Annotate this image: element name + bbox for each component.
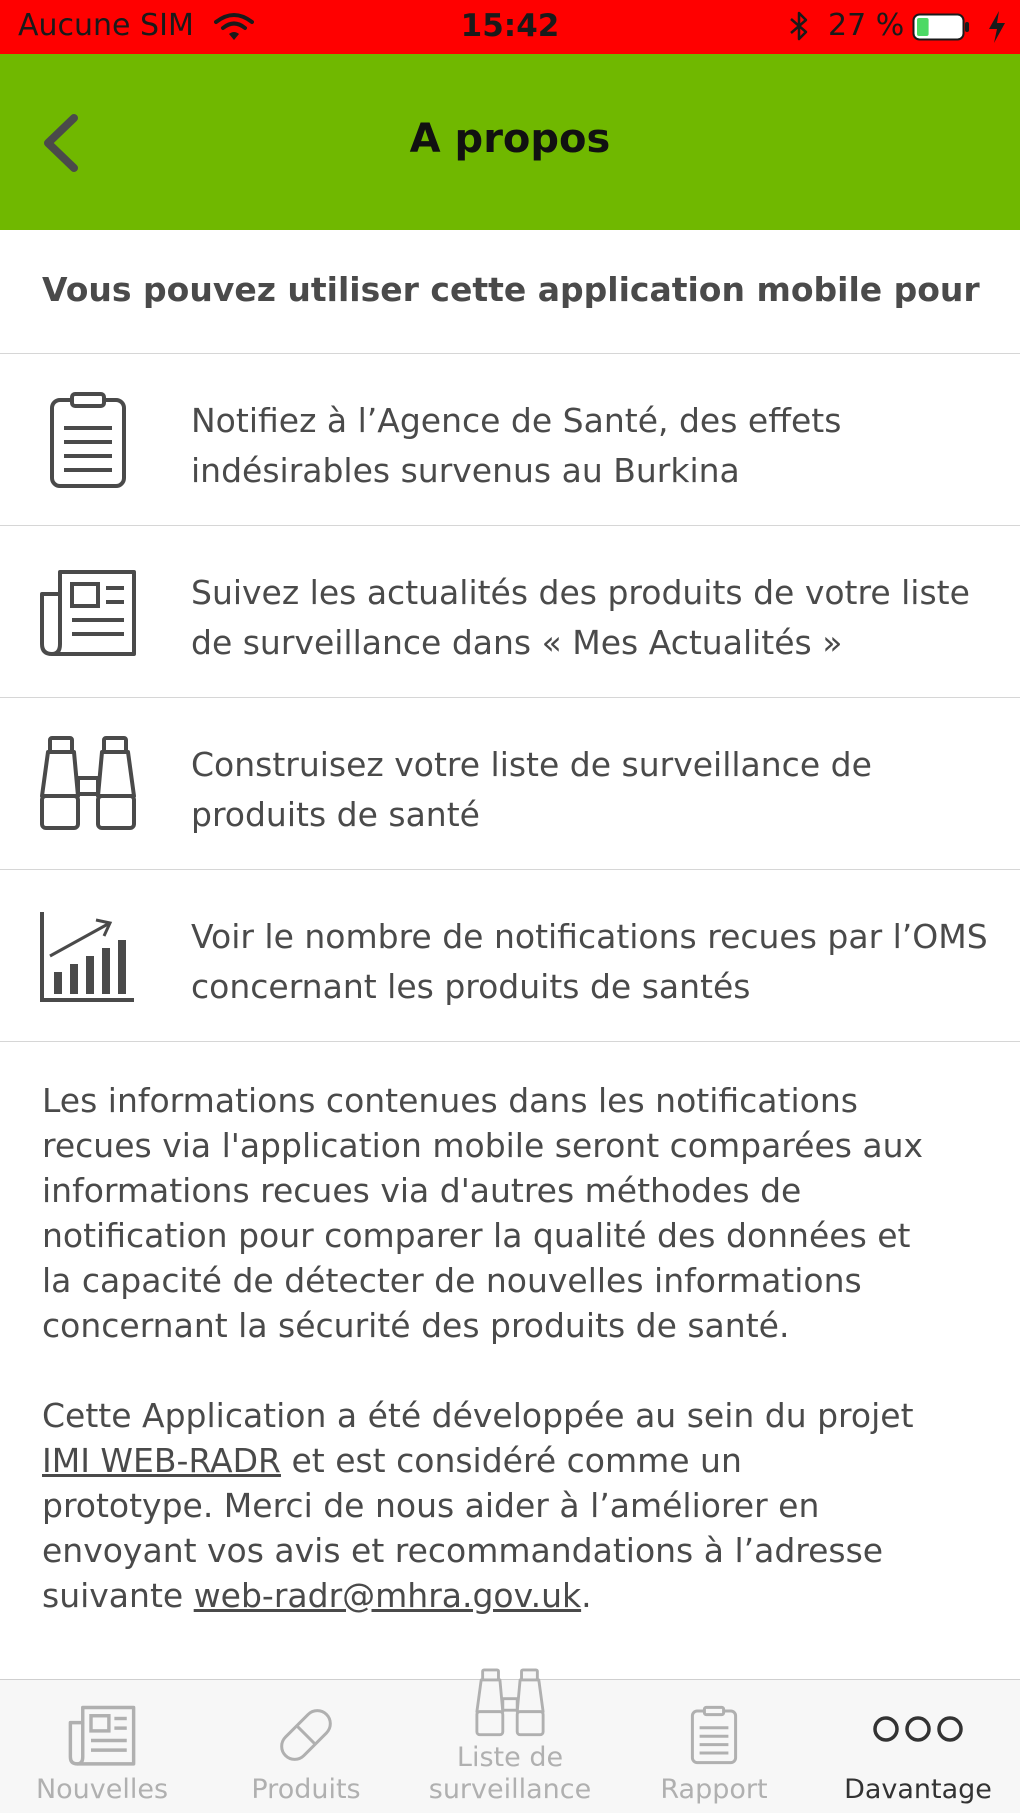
email-link[interactable]: web-radr@mhra.gov.uk — [193, 1576, 582, 1615]
tab-nouvelles[interactable] — [0, 1680, 204, 1813]
bluetooth-icon — [788, 10, 810, 42]
battery-percent: 27 % — [828, 8, 905, 43]
intro-section — [0, 230, 1020, 354]
tab-label: Rapport — [660, 1774, 768, 1805]
battery-icon — [912, 13, 970, 41]
binoculars-icon — [474, 1668, 546, 1738]
clock: 15:42 — [460, 8, 560, 44]
newspaper-icon — [67, 1702, 137, 1768]
carrier-label: Aucune SIM — [18, 8, 194, 43]
clipboard-icon — [38, 392, 138, 488]
tab-davantage[interactable] — [816, 1680, 1020, 1813]
feature-text: Construisez votre liste de surveillance de produits de santé — [191, 745, 872, 834]
intro-text: Vous pouvez utiliser cette application mobile pour — [42, 270, 980, 309]
clipboard-icon — [684, 1702, 744, 1768]
tab-label: Davantage — [844, 1774, 992, 1805]
tab-label: Produits — [251, 1774, 361, 1805]
feature-row-news — [0, 526, 1020, 698]
charging-icon — [986, 10, 1008, 44]
info-paragraph: Les informations contenues dans les notifications recues via l'application mobile seront comparées aux informations recues via d'autres méthodes de notification pour comparer la qualité des données et la capacité de détecter de nouvelles informations concernant la sécurité des produits de santé. — [42, 1081, 924, 1345]
binoculars-icon — [38, 736, 138, 832]
tab-label: Nouvelles — [35, 1774, 169, 1805]
feature-text: Suivez les actualités des produits de votre liste de surveillance dans « Mes Actualités » — [191, 573, 970, 662]
tab-label: Liste de surveillance — [428, 1742, 592, 1805]
pill-icon — [273, 1702, 339, 1768]
feature-row-watchlist — [0, 698, 1020, 870]
bar-chart-icon — [38, 908, 138, 1004]
feature-text: Notifiez à l’Agence de Santé, des effets indésirables survenus au Burkina — [191, 401, 842, 490]
about-body — [42, 1078, 992, 1663]
tab-rapport[interactable] — [612, 1680, 816, 1813]
more-icon — [872, 1714, 964, 1744]
feature-text: Voir le nombre de notifications recues par l’OMS concernant les produits de santés — [191, 917, 988, 1006]
project-paragraph: Cette Application a été développée au sein du projet IMI WEB-RADR et est considéré comme un prototype. Merci de nous aider à l’améliorer en envoyant vos avis et recommandations à l’adresse suivante web-radr@mhra.gov.uk. — [42, 1396, 914, 1615]
tab-bar — [0, 1679, 1020, 1813]
navigation-bar — [0, 54, 1020, 230]
newspaper-icon — [38, 564, 138, 660]
feature-row-report — [0, 354, 1020, 526]
feature-row-stats — [0, 870, 1020, 1042]
project-link[interactable]: IMI WEB-RADR — [42, 1441, 281, 1480]
page-title: A propos — [409, 116, 611, 162]
status-bar — [0, 0, 1020, 54]
tab-produits[interactable] — [204, 1680, 408, 1813]
tab-liste-de-surveillance[interactable] — [408, 1680, 612, 1813]
